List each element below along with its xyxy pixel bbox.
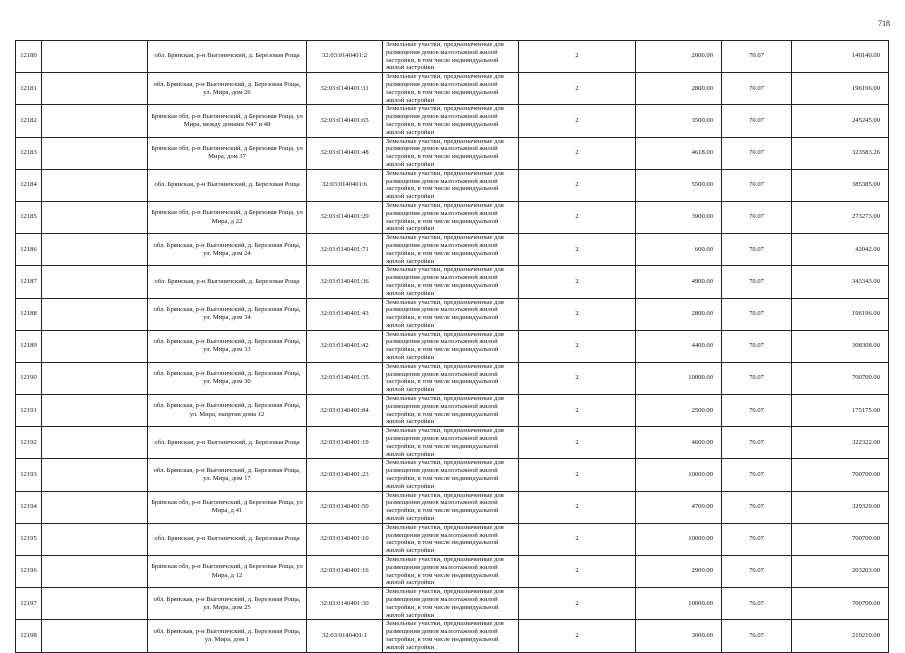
cell-address: обл. Брянская, р-н Выгоничский, д. Березовая Роща, ул. Мира, напртив дома 12: [148, 395, 307, 427]
table-row: [16, 523, 889, 555]
table-row: [16, 588, 889, 620]
cell-area: 4400.00: [636, 330, 722, 362]
cell-address: Брянская обл, р-н Выгоничский, д Березовая Роща, ул Мира, д 22: [148, 201, 307, 233]
cell-permitted-use: Земельные участки, предназначенные для размещения домов малоэтажной жилой застройки, в том числе индивидуальной жилой застройки: [383, 588, 519, 620]
cell-area: 2000.00: [636, 41, 722, 73]
cell-cadastral-value: 322322.00: [792, 427, 889, 459]
cell-address: Брянская обл, р-н Выгоничский, д Березовая Роща, ул Мира, между домами N47 и 48: [148, 105, 307, 137]
cell-permitted-use: Земельные участки, предназначенные для размещения домов малоэтажной жилой застройки, в том числе индивидуальной жилой застройки: [383, 330, 519, 362]
cell-category: 2: [519, 588, 636, 620]
cell-rate: 70.07: [722, 523, 792, 555]
cell-cadastral-number: 32:03:0140401:10: [307, 523, 383, 555]
cell-category: 2: [519, 395, 636, 427]
cell-cadastral-number: 32:03:0140401:16: [307, 556, 383, 588]
cell-cadastral-value: 700700.00: [792, 459, 889, 491]
cell-permitted-use: Земельные участки, предназначенные для размещения домов малоэтажной жилой застройки, в том числе индивидуальной жилой застройки: [383, 362, 519, 394]
cell-permitted-use: Земельные участки, предназначенные для размещения домов малоэтажной жилой застройки, в том числе индивидуальной жилой застройки: [383, 556, 519, 588]
cell-record-number: 12186: [16, 234, 42, 266]
cell-area: 600.00: [636, 234, 722, 266]
table-row: [16, 556, 889, 588]
cell-permitted-use: Земельные участки, предназначенные для размещения домов малоэтажной жилой застройки, в том числе индивидуальной жилой застройки: [383, 201, 519, 233]
cell-cadastral-number: 32:03:0140401:71: [307, 234, 383, 266]
cell-record-number: 12192: [16, 427, 42, 459]
cell-cadastral-value: 308308.00: [792, 330, 889, 362]
cell-category: 2: [519, 556, 636, 588]
cell-area: 4700.00: [636, 491, 722, 523]
cell-category: 2: [519, 330, 636, 362]
table-row: [16, 427, 889, 459]
cell-cadastral-number: 32:03:0140401:2: [307, 41, 383, 73]
table-row: [16, 330, 889, 362]
cell-record-number: 12191: [16, 395, 42, 427]
cell-cadastral-number: 32:03:0140401:31: [307, 73, 383, 105]
cell-address: обл. Брянская, р-н Выгоничский, д. Березовая Роща, ул. Мира, дом 17: [148, 459, 307, 491]
cell-spacer: [42, 298, 148, 330]
cell-area: 3000.00: [636, 620, 722, 652]
cell-cadastral-number: 32:03:0140401:35: [307, 362, 383, 394]
cell-record-number: 12196: [16, 556, 42, 588]
cell-area: 2900.00: [636, 556, 722, 588]
cell-spacer: [42, 491, 148, 523]
cell-rate: 70.07: [722, 588, 792, 620]
cell-cadastral-number: 32:03:0140401:42: [307, 330, 383, 362]
cell-record-number: 12182: [16, 105, 42, 137]
cell-spacer: [42, 137, 148, 169]
cell-category: 2: [519, 41, 636, 73]
cell-permitted-use: Земельные участки, предназначенные для размещения домов малоэтажной жилой застройки, в том числе индивидуальной жилой застройки: [383, 620, 519, 652]
cell-permitted-use: Земельные участки, предназначенные для размещения домов малоэтажной жилой застройки, в том числе индивидуальной жилой застройки: [383, 491, 519, 523]
cell-permitted-use: Земельные участки, предназначенные для размещения домов малоэтажной жилой застройки, в том числе индивидуальной жилой застройки: [383, 137, 519, 169]
table-row: [16, 201, 889, 233]
cell-category: 2: [519, 362, 636, 394]
cell-cadastral-value: 700700.00: [792, 523, 889, 555]
cell-rate: 70.07: [722, 556, 792, 588]
cell-record-number: 12193: [16, 459, 42, 491]
cell-permitted-use: Земельные участки, предназначенные для размещения домов малоэтажной жилой застройки, в том числе индивидуальной жилой застройки: [383, 395, 519, 427]
cell-area: 2500.00: [636, 395, 722, 427]
cell-cadastral-value: 196196.00: [792, 73, 889, 105]
cell-record-number: 12188: [16, 298, 42, 330]
cell-spacer: [42, 330, 148, 362]
cell-category: 2: [519, 427, 636, 459]
cell-spacer: [42, 266, 148, 298]
cell-area: 4900.00: [636, 266, 722, 298]
cell-cadastral-value: 203203.00: [792, 556, 889, 588]
cell-rate: 70.07: [722, 427, 792, 459]
table-row: [16, 620, 889, 652]
cell-address: обл. Брянская, р-н Выгоничский, д. Березовая Роща, ул. Мира, дом 30: [148, 362, 307, 394]
land-registry-table: [15, 40, 889, 653]
cell-spacer: [42, 201, 148, 233]
cell-permitted-use: Земельные участки, предназначенные для размещения домов малоэтажной жилой застройки, в том числе индивидуальной жилой застройки: [383, 169, 519, 201]
table-row: [16, 137, 889, 169]
cell-permitted-use: Земельные участки, предназначенные для размещения домов малоэтажной жилой застройки, в том числе индивидуальной жилой застройки: [383, 298, 519, 330]
cell-cadastral-value: 700700.00: [792, 362, 889, 394]
cell-address: обл. Брянская, р-н Выгоничский, д. Березовая Роща: [148, 266, 307, 298]
cell-rate: 70.07: [722, 362, 792, 394]
cell-cadastral-value: 196196.00: [792, 298, 889, 330]
cell-rate: 70.07: [722, 459, 792, 491]
cell-permitted-use: Земельные участки, предназначенные для размещения домов малоэтажной жилой застройки, в том числе индивидуальной жилой застройки: [383, 41, 519, 73]
table-row: [16, 169, 889, 201]
cell-permitted-use: Земельные участки, предназначенные для размещения домов малоэтажной жилой застройки, в том числе индивидуальной жилой застройки: [383, 234, 519, 266]
cell-area: 5500.00: [636, 169, 722, 201]
cell-cadastral-number: 32:03:0140401:30: [307, 588, 383, 620]
cell-rate: 70.07: [722, 298, 792, 330]
cell-category: 2: [519, 73, 636, 105]
cell-rate: 70.07: [722, 169, 792, 201]
cell-category: 2: [519, 234, 636, 266]
page-number: 718: [878, 19, 890, 28]
cell-cadastral-number: 32:03:0140401:29: [307, 201, 383, 233]
cell-cadastral-value: 210210.00: [792, 620, 889, 652]
cell-category: 2: [519, 491, 636, 523]
cell-address: обл. Брянская, р-н Выгоничский, д. Березовая Роща, ул. Мира, дом 1: [148, 620, 307, 652]
cell-cadastral-value: 175175.00: [792, 395, 889, 427]
cell-record-number: 12185: [16, 201, 42, 233]
cell-permitted-use: Земельные участки, предназначенные для размещения домов малоэтажной жилой застройки, в том числе индивидуальной жилой застройки: [383, 105, 519, 137]
cell-address: обл. Брянская, р-н Выгоничский, д. Березовая Роща, ул. Мира, дом 24: [148, 234, 307, 266]
cell-cadastral-number: 32:03:0140401:65: [307, 105, 383, 137]
cell-rate: 70.07: [722, 137, 792, 169]
cell-rate: 70.07: [722, 201, 792, 233]
cell-rate: 70.07: [722, 620, 792, 652]
cell-area: 3900.00: [636, 201, 722, 233]
cell-record-number: 12197: [16, 588, 42, 620]
cell-record-number: 12181: [16, 73, 42, 105]
cell-cadastral-value: 700700.00: [792, 588, 889, 620]
cell-rate: 70.07: [722, 73, 792, 105]
cell-cadastral-value: 140140.00: [792, 41, 889, 73]
cell-area: 2800.00: [636, 298, 722, 330]
cell-spacer: [42, 523, 148, 555]
cell-cadastral-value: 385385.00: [792, 169, 889, 201]
cell-area: 10000.00: [636, 523, 722, 555]
table-row: [16, 41, 889, 73]
cell-cadastral-value: 273273.00: [792, 201, 889, 233]
cell-record-number: 12194: [16, 491, 42, 523]
cell-spacer: [42, 105, 148, 137]
table-row: [16, 459, 889, 491]
cell-category: 2: [519, 459, 636, 491]
cell-record-number: 12184: [16, 169, 42, 201]
cell-area: 10000.00: [636, 362, 722, 394]
cell-rate: 70.07: [722, 41, 792, 73]
cell-record-number: 12187: [16, 266, 42, 298]
cell-rate: 70.07: [722, 395, 792, 427]
cell-cadastral-value: 323583.26: [792, 137, 889, 169]
cell-spacer: [42, 620, 148, 652]
cell-category: 2: [519, 137, 636, 169]
cell-category: 2: [519, 620, 636, 652]
table-row: [16, 298, 889, 330]
cell-rate: 70.07: [722, 491, 792, 523]
cell-address: обл. Брянская, р-н Выгоничский, д. Березовая Роща, ул. Мира, дом 33: [148, 330, 307, 362]
cell-address: обл. Брянская, р-н Выгоничский, д. Березовая Роща: [148, 41, 307, 73]
cell-spacer: [42, 459, 148, 491]
table-body: [16, 41, 889, 653]
cell-cadastral-number: 32:03:0140401:48: [307, 137, 383, 169]
cell-permitted-use: Земельные участки, предназначенные для размещения домов малоэтажной жилой застройки, в том числе индивидуальной жилой застройки: [383, 427, 519, 459]
cell-address: обл. Брянская, р-н Выгоничский, д. Березовая Роща, ул. Мира, дом 25: [148, 588, 307, 620]
cell-address: обл. Брянская, р-н Выгоничский, д. Березовая Роща: [148, 427, 307, 459]
cell-rate: 70.07: [722, 105, 792, 137]
cell-address: обл. Брянская, р-н Выгоничский, д. Березовая Роща: [148, 523, 307, 555]
cell-category: 2: [519, 201, 636, 233]
cell-category: 2: [519, 169, 636, 201]
cell-spacer: [42, 395, 148, 427]
cell-spacer: [42, 169, 148, 201]
cell-area: 2800.00: [636, 73, 722, 105]
cell-cadastral-number: 32:03:0140401:6: [307, 169, 383, 201]
cell-record-number: 12190: [16, 362, 42, 394]
cell-area: 10000.00: [636, 588, 722, 620]
cell-cadastral-number: 32:03:0140401:19: [307, 427, 383, 459]
cell-spacer: [42, 588, 148, 620]
cell-category: 2: [519, 266, 636, 298]
cell-cadastral-number: 32:03:0140401:1: [307, 620, 383, 652]
cell-area: 10000.00: [636, 459, 722, 491]
cell-record-number: 12183: [16, 137, 42, 169]
cell-area: 4600.00: [636, 427, 722, 459]
cell-spacer: [42, 234, 148, 266]
table-row: [16, 73, 889, 105]
cell-category: 2: [519, 105, 636, 137]
cell-address: Брянская обл, р-н Выгоничский, д Березовая Роща, ул Мира, д 12: [148, 556, 307, 588]
cell-record-number: 12189: [16, 330, 42, 362]
cell-area: 4618.00: [636, 137, 722, 169]
cell-category: 2: [519, 298, 636, 330]
cell-address: обл. Брянская, р-н Выгоничский, д. Березовая Роща, ул. Мира, дом 26: [148, 73, 307, 105]
table-row: [16, 234, 889, 266]
cell-spacer: [42, 73, 148, 105]
cell-address: Брянская обл, р-н Выгоничский, д Березовая Роща, ул Мира, дом 37: [148, 137, 307, 169]
cell-spacer: [42, 362, 148, 394]
cell-cadastral-number: 32:03:0140401:36: [307, 266, 383, 298]
table-row: [16, 266, 889, 298]
cell-address: обл. Брянская, р-н Выгоничский, д. Березовая Роща, ул. Мира, дом 34: [148, 298, 307, 330]
cell-spacer: [42, 556, 148, 588]
cell-rate: 70.07: [722, 234, 792, 266]
cell-record-number: 12198: [16, 620, 42, 652]
cell-rate: 70.07: [722, 330, 792, 362]
cell-category: 2: [519, 523, 636, 555]
cell-cadastral-number: 32:03:0140401:84: [307, 395, 383, 427]
table-row: [16, 105, 889, 137]
cell-cadastral-number: 32:03:0140401:50: [307, 491, 383, 523]
cell-record-number: 12195: [16, 523, 42, 555]
cell-cadastral-value: 42042.00: [792, 234, 889, 266]
cell-cadastral-number: 32:03:0140401:23: [307, 459, 383, 491]
table-row: [16, 491, 889, 523]
table-row: [16, 395, 889, 427]
cell-record-number: 12180: [16, 41, 42, 73]
cell-cadastral-value: 329329.00: [792, 491, 889, 523]
cell-spacer: [42, 427, 148, 459]
cell-rate: 70.07: [722, 266, 792, 298]
cell-permitted-use: Земельные участки, предназначенные для размещения домов малоэтажной жилой застройки, в том числе индивидуальной жилой застройки: [383, 266, 519, 298]
cell-cadastral-value: 343343.00: [792, 266, 889, 298]
table-row: [16, 362, 889, 394]
cell-area: 3500.00: [636, 105, 722, 137]
cell-address: Брянская обл, р-н Выгоничский, д Березовая Роща, ул Мира, д 41: [148, 491, 307, 523]
cell-cadastral-number: 32:03:0140401:43: [307, 298, 383, 330]
cell-permitted-use: Земельные участки, предназначенные для размещения домов малоэтажной жилой застройки, в том числе индивидуальной жилой застройки: [383, 459, 519, 491]
cell-cadastral-value: 245245.00: [792, 105, 889, 137]
cell-permitted-use: Земельные участки, предназначенные для размещения домов малоэтажной жилой застройки, в том числе индивидуальной жилой застройки: [383, 73, 519, 105]
cell-spacer: [42, 41, 148, 73]
cell-permitted-use: Земельные участки, предназначенные для размещения домов малоэтажной жилой застройки, в том числе индивидуальной жилой застройки: [383, 523, 519, 555]
cell-address: обл. Брянская, р-н Выгоничский, д. Березовая Роща: [148, 169, 307, 201]
